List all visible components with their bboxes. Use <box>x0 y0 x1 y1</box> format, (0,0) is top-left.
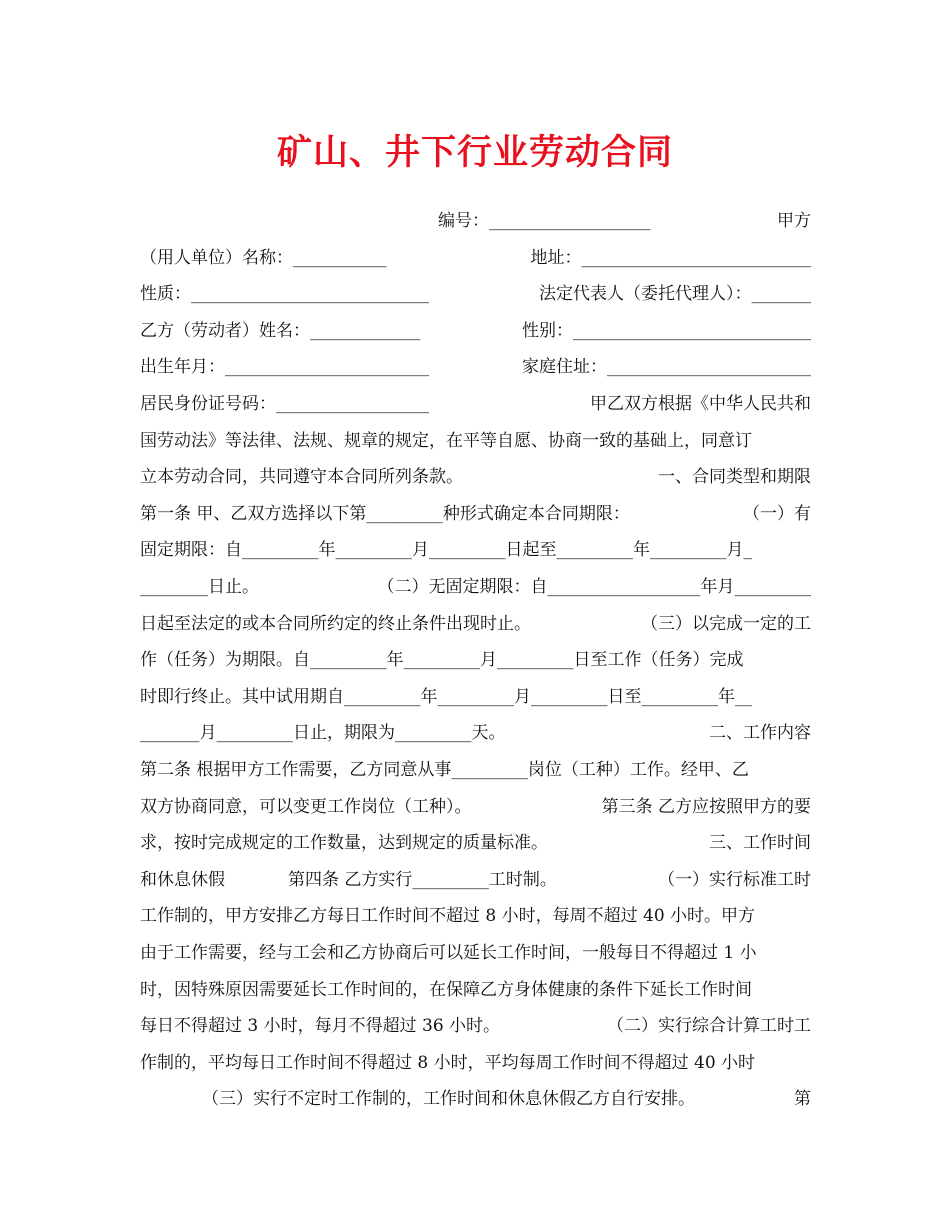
contract-line <box>140 316 811 346</box>
contract-text: 时即行终止。其中试用期自_________年_________月_________日至_________年__ <box>140 686 752 707</box>
document-title: 矿山、井下行业劳动合同 <box>276 133 673 173</box>
contract-text: （一）有 <box>743 503 811 524</box>
contract-line <box>140 1011 811 1041</box>
contract-text: 第 <box>794 1089 811 1110</box>
contract-text: 立本劳动合同，共同遵守本合同所列条款。 <box>140 467 463 488</box>
contract-text: （三）以完成一定的工 <box>641 613 811 634</box>
contract-text: （二）无固定期限：自__________________年月_________ <box>377 577 811 597</box>
contract-line <box>140 389 811 419</box>
contract-text: 第一条 甲、乙双方选择以下第_________种形式确定本合同期限： <box>140 503 630 524</box>
contract-text: 第二条 根据甲方工作需要，乙方同意从事_________岗位（工种）工作。经甲、乙 <box>140 760 749 780</box>
contract-text: 工作制的，甲方安排乙方每日工作时间不超过 8 小时，每周不超过 40 小时。甲方 <box>140 906 756 927</box>
contract-text: 性质：____________________________ <box>140 284 429 305</box>
contract-text: （三）实行不定时工作制的，工作时间和休息休假乙方自行安排。 <box>202 1089 695 1110</box>
contract-line <box>140 865 811 895</box>
contract-line <box>140 352 811 382</box>
contract-line <box>140 1084 811 1114</box>
contract-text: 作制的，平均每日工作时间不得超过 8 小时，平均每周工作时间不得超过 40 小时 <box>140 1052 756 1073</box>
contract-line <box>140 609 811 639</box>
contract-line <box>140 828 811 858</box>
contract-line <box>140 462 811 492</box>
contract-text: 第四条 乙方实行_________工时制。 <box>288 869 557 890</box>
contract-text: 日起至法定的或本合同所约定的终止条件出现时止。 <box>140 613 531 634</box>
contract-text: 和休息休假 <box>140 869 225 890</box>
contract-line <box>140 718 811 748</box>
contract-text: 乙方（劳动者）姓名：_____________ <box>140 320 421 341</box>
contract-line <box>140 975 811 1005</box>
contract-line <box>140 645 811 675</box>
contract-text: 固定期限：自_________年_________月_________日起至_________年_________月_ <box>140 540 752 561</box>
contract-text: 甲乙双方根据《中华人民共和 <box>590 394 811 414</box>
contract-text: 家庭住址：________________________ <box>522 357 811 378</box>
contract-line <box>140 206 811 236</box>
contract-text: 甲方 <box>777 211 811 231</box>
contract-text: 双方协商同意，可以变更工作岗位（工种）。 <box>140 796 472 817</box>
contract-line <box>140 499 811 529</box>
contract-text: 二、工作内容 <box>709 723 811 744</box>
contract-text: 每日不得超过 3 小时，每月不得超过 36 小时。 <box>140 1016 501 1037</box>
contract-line <box>140 792 811 822</box>
contract-text: （一）实行标准工时 <box>658 869 811 890</box>
contract-text: ________日止。 <box>140 577 259 597</box>
contract-text: 出生年月：________________________ <box>140 357 429 378</box>
contract-line <box>140 279 811 309</box>
contract-text: 作（任务）为期限。自_________年_________月_________日至工作（任务）完成 <box>140 650 744 671</box>
contract-text: 居民身份证号码：__________________ <box>140 394 429 414</box>
contract-line <box>140 901 811 931</box>
contract-line <box>140 682 811 712</box>
contract-line <box>140 426 811 456</box>
contract-text: 时，因特殊原因需要延长工作时间的，在保障乙方身体健康的条件下延长工作时间 <box>140 979 752 1000</box>
contract-line <box>140 1048 811 1078</box>
contract-line <box>140 572 811 602</box>
contract-text: 国劳动法》等法律、法规、规章的规定，在平等自愿、协商一致的基础上，同意订 <box>140 430 752 451</box>
contract-text: 第三条 乙方应按照甲方的要 <box>601 796 811 817</box>
contract-text: 地址：___________________________ <box>530 247 811 268</box>
contract-line <box>140 755 811 785</box>
contract-line <box>140 938 811 968</box>
contract-text: 法定代表人（委托代理人）：_______ <box>539 284 811 305</box>
contract-text: 求，按时完成规定的工作数量，达到规定的质量标准。 <box>140 833 548 854</box>
contract-text: 三、工作时间 <box>709 833 811 854</box>
contract-text: _______月_________日止，期限为_________天。 <box>140 723 506 744</box>
contract-line <box>140 535 811 565</box>
contract-text: 性别：____________________________ <box>522 320 811 341</box>
contract-line <box>140 243 811 273</box>
contract-text: 一、合同类型和期限 <box>658 467 811 488</box>
contract-text: （用人单位）名称：___________ <box>140 247 387 268</box>
contract-text: （二）实行综合计算工时工 <box>607 1016 811 1037</box>
contract-text: 编号：___________________ <box>438 211 651 231</box>
contract-text: 由于工作需要，经与工会和乙方协商后可以延长工作时间，一般每日不得超过 1 小 <box>140 943 757 963</box>
